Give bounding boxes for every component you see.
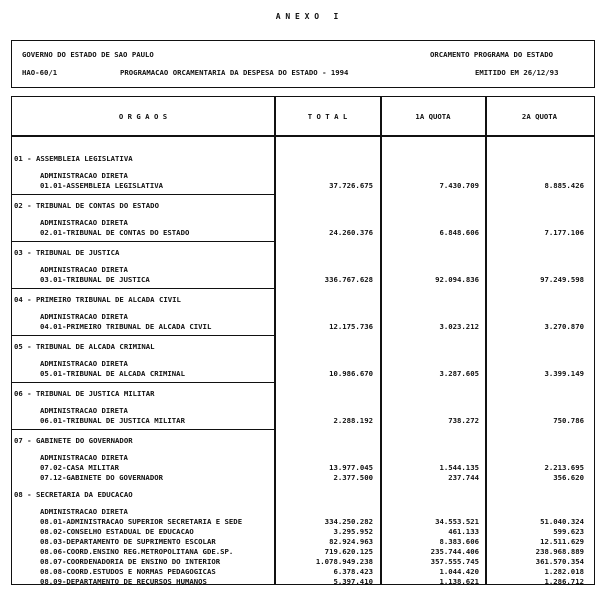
annex-title: A N E X O I — [275, 12, 339, 21]
total-value: 12.175.736 — [329, 322, 373, 331]
unit-name: 08.07-COORDENADORIA DE ENSINO DO INTERIOR — [40, 557, 221, 566]
unit-name: 07.02-CASA MILITAR — [40, 463, 120, 472]
section-divider — [11, 288, 275, 289]
unit-name: 08.02-CONSELHO ESTADUAL DE EDUCACAO — [40, 527, 194, 536]
total-value: 37.726.675 — [329, 181, 373, 190]
quota-2-value: 1.286.712 — [544, 577, 584, 586]
quota-2-value: 238.968.889 — [535, 547, 584, 556]
report-code: HAO-60/1 — [22, 68, 58, 77]
unit-name: 08.06-COORD.ENSINO REG.METROPOLITANA GDE.SP. — [40, 547, 234, 556]
quota-2-value: 97.249.598 — [540, 275, 584, 284]
quota-1-value: 1.544.135 — [439, 463, 479, 472]
column-header-orgaos: O R G A O S — [118, 112, 168, 121]
quota-1-value: 7.430.709 — [439, 181, 479, 190]
section-title: 01 - ASSEMBLEIA LEGISLATIVA — [14, 154, 133, 163]
section-divider — [11, 429, 275, 430]
quota-1-value: 6.848.606 — [439, 228, 479, 237]
section-title: 06 - TRIBUNAL DE JUSTICA MILITAR — [14, 389, 155, 398]
administration-label: ADMINISTRACAO DIRETA — [40, 507, 128, 516]
total-value: 6.378.423 — [333, 567, 373, 576]
quota-2-value: 599.623 — [553, 527, 584, 536]
quota-1-value: 1.138.621 — [439, 577, 479, 586]
administration-label: ADMINISTRACAO DIRETA — [40, 312, 128, 321]
section-title: 07 - GABINETE DO GOVERNADOR — [14, 436, 133, 445]
section-title: 02 - TRIBUNAL DE CONTAS DO ESTADO — [14, 201, 159, 210]
column-header-quota-2: 2A QUOTA — [521, 112, 558, 121]
budget-program-label: ORCAMENTO PROGRAMA DO ESTADO — [430, 50, 554, 59]
quota-2-value: 361.570.354 — [535, 557, 584, 566]
administration-label: ADMINISTRACAO DIRETA — [40, 218, 128, 227]
total-value: 10.986.670 — [329, 369, 373, 378]
column-header-quota-1: 1A QUOTA — [415, 112, 451, 121]
quota-1-value: 235.744.406 — [430, 547, 479, 556]
quota-1-value: 8.383.606 — [439, 537, 479, 546]
column-divider — [274, 96, 276, 585]
total-value: 3.295.952 — [333, 527, 373, 536]
unit-name: 06.01-TRIBUNAL DE JUSTICA MILITAR — [40, 416, 185, 425]
unit-name: 08.08-COORD.ESTUDOS E NORMAS PEDAGOGICAS — [40, 567, 216, 576]
quota-1-value: 738.272 — [448, 416, 479, 425]
quota-2-value: 3.270.870 — [544, 322, 584, 331]
total-value: 24.260.376 — [329, 228, 373, 237]
column-divider — [380, 96, 382, 585]
header-divider — [11, 135, 595, 137]
quota-2-value: 12.511.629 — [540, 537, 584, 546]
unit-name: 01.01-ASSEMBLEIA LEGISLATIVA — [40, 181, 164, 190]
column-divider — [485, 96, 487, 585]
total-value: 5.397.410 — [333, 577, 373, 586]
total-value: 2.288.192 — [333, 416, 373, 425]
report-header-box — [11, 40, 595, 88]
quota-1-value: 92.094.836 — [435, 275, 479, 284]
unit-name: 02.01-TRIBUNAL DE CONTAS DO ESTADO — [40, 228, 190, 237]
administration-label: ADMINISTRACAO DIRETA — [40, 406, 128, 415]
section-title: 04 - PRIMEIRO TRIBUNAL DE ALCADA CIVIL — [14, 295, 181, 304]
quota-2-value: 2.213.695 — [544, 463, 584, 472]
total-value: 719.620.125 — [324, 547, 373, 556]
quota-2-value: 356.620 — [553, 473, 584, 482]
unit-name: 08.09-DEPARTAMENTO DE RECURSOS HUMANOS — [40, 577, 207, 586]
quota-2-value: 51.040.324 — [540, 517, 584, 526]
quota-2-value: 750.786 — [553, 416, 584, 425]
unit-name: 08.03-DEPARTAMENTO DE SUPRIMENTO ESCOLAR — [40, 537, 216, 546]
quota-1-value: 3.287.605 — [439, 369, 479, 378]
total-value: 1.078.949.238 — [315, 557, 373, 566]
unit-name: 05.01-TRIBUNAL DE ALCADA CRIMINAL — [40, 369, 185, 378]
government-name: GOVERNO DO ESTADO DE SAO PAULO — [22, 50, 154, 59]
section-title: 08 - SECRETARIA DA EDUCACAO — [14, 490, 133, 499]
quota-1-value: 3.023.212 — [439, 322, 479, 331]
section-divider — [11, 241, 275, 242]
unit-name: 04.01-PRIMEIRO TRIBUNAL DE ALCADA CIVIL — [40, 322, 212, 331]
column-header-total: T O T A L — [307, 112, 348, 121]
total-value: 13.977.045 — [329, 463, 373, 472]
total-value: 334.250.282 — [324, 517, 373, 526]
administration-label: ADMINISTRACAO DIRETA — [40, 359, 128, 368]
section-divider — [11, 194, 275, 195]
quota-1-value: 34.553.521 — [435, 517, 479, 526]
report-title: PROGRAMACAO ORCAMENTARIA DA DESPESA DO ESTADO - 1994 — [120, 68, 349, 77]
issue-date: EMITIDO EM 26/12/93 — [475, 68, 559, 77]
quota-1-value: 237.744 — [448, 473, 479, 482]
administration-label: ADMINISTRACAO DIRETA — [40, 171, 128, 180]
section-title: 05 - TRIBUNAL DE ALCADA CRIMINAL — [14, 342, 155, 351]
section-divider — [11, 335, 275, 336]
quota-2-value: 7.177.106 — [544, 228, 584, 237]
quota-2-value: 3.399.149 — [544, 369, 584, 378]
quota-1-value: 357.555.745 — [430, 557, 479, 566]
section-title: 03 - TRIBUNAL DE JUSTICA — [14, 248, 120, 257]
quota-1-value: 1.044.420 — [439, 567, 479, 576]
unit-name: 07.12-GABINETE DO GOVERNADOR — [40, 473, 164, 482]
total-value: 82.924.963 — [329, 537, 373, 546]
quota-2-value: 8.885.426 — [544, 181, 584, 190]
quota-1-value: 461.133 — [448, 527, 479, 536]
administration-label: ADMINISTRACAO DIRETA — [40, 265, 128, 274]
quota-2-value: 1.282.018 — [544, 567, 584, 576]
administration-label: ADMINISTRACAO DIRETA — [40, 453, 128, 462]
total-value: 2.377.500 — [333, 473, 373, 482]
unit-name: 03.01-TRIBUNAL DE JUSTICA — [40, 275, 150, 284]
unit-name: 08.01-ADMINISTRACAO SUPERIOR SECRETARIA E SEDE — [40, 517, 243, 526]
section-divider — [11, 382, 275, 383]
total-value: 336.767.628 — [324, 275, 373, 284]
